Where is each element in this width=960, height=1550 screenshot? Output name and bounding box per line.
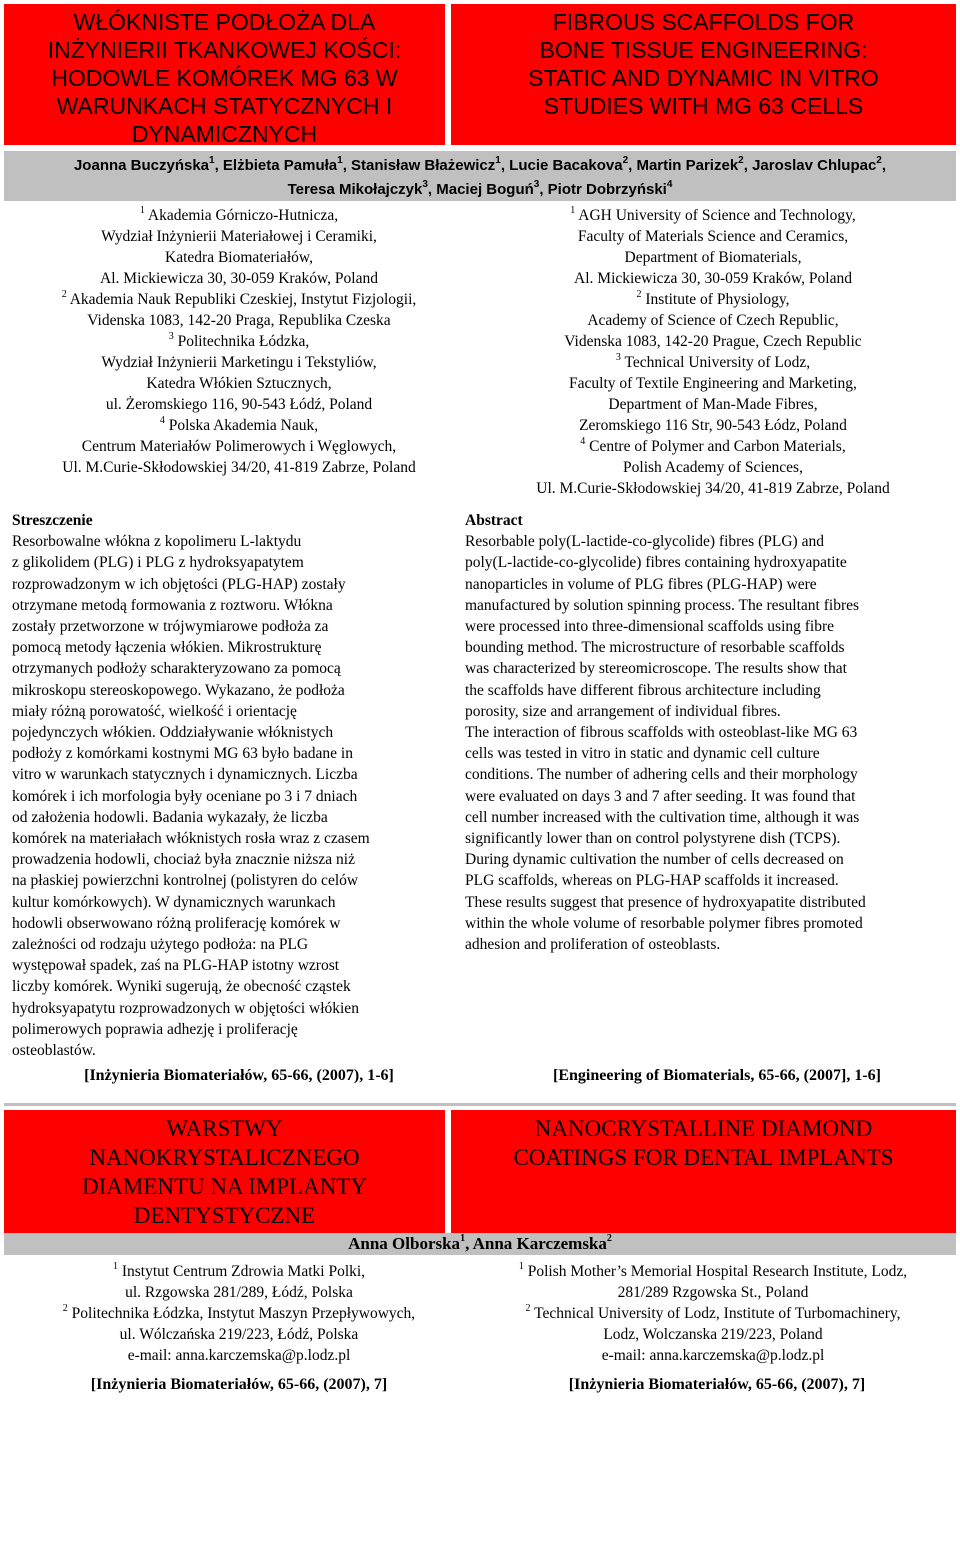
article2-affiliations-en [470,1261,956,1366]
text-line: DYNAMICZNYCH [131,121,318,147]
affiliation-marker: 2 [62,1302,68,1314]
affiliation-line [470,1282,956,1303]
article1-title-pl [4,8,445,148]
affiliation-line [4,1261,474,1282]
text-line: BONE TISSUE ENGINEERING: [539,37,868,63]
text-line: vitro w warunkach statycznych i dynamicznych. Liczba [12,766,358,784]
affiliation-marker: 3 [168,330,174,342]
article1-authors-line1 [4,154,956,178]
affiliation-line [470,1324,956,1345]
affiliation-line [4,289,474,310]
affiliation-line [470,457,956,478]
text-line: prowadzenia hodowli, chociaż była znacznie niższa niż [12,851,355,869]
text-line: conditions. The number of adhering cells and their morphology [465,766,858,784]
article1-citation-pl: [Inżynieria Biomateriałów, 65-66, (2007), 1-6] [84,1067,394,1084]
article1-authors [4,154,956,202]
text-line: liczby komórek. Wyniki sugerują, że obecność cząstek [12,978,351,996]
abstract-pl-body [12,531,462,1061]
affiliation-marker: 2 [636,288,642,300]
text-line: FIBROUS SCAFFOLDS FOR [552,9,855,35]
affiliation-line [4,226,474,247]
text-line: zostały przetworzone w trójwymiarowe podłoża za [12,618,329,636]
affiliation-text: Institute of Physiology, [641,291,790,308]
affiliation-text: Polska Akademia Nauk, [164,417,319,434]
affiliation-marker: 1 [139,204,145,216]
affiliation-text: ul. Wólczańska 219/223, Łódź, Polska [119,1326,359,1343]
author-name: , Piotr Dobrzyński [539,181,667,198]
author-name: , Maciej Boguń [427,181,534,198]
text-line: PLG scaffolds, whereas on PLG-HAP scaffolds it increased. [465,872,839,890]
affiliation-line [470,415,956,436]
text-line: DENTYSTYCZNE [133,1203,316,1228]
affiliation-marker: 3 [422,179,428,190]
article1-authors-line2 [4,178,956,202]
text-line: the scaffolds have different fibrous architecture including [465,681,821,699]
article1-abstract-en [465,510,955,955]
affiliation-line [4,394,474,415]
article2-citation-en: [Inżynieria Biomateriałów, 65-66, (2007), 7] [568,1376,866,1393]
text-line: zależności od rodzaju użytego podłoża: na PLG [12,936,309,954]
affiliation-text: Department of Biomaterials, [624,249,802,266]
affiliation-text: Videnska 1083, 142-20 Praga, Republika Czeska [87,312,391,329]
text-line: STATIC AND DYNAMIC IN VITRO [528,65,879,91]
affiliation-marker: 1 [518,1260,524,1272]
text-line: cell number increased with the cultivation time, although it was [465,808,860,826]
affiliation-text: e-mail: anna.karczemska@p.lodz.pl [127,1347,351,1364]
affiliation-text: Al. Mickiewicza 30, 30-059 Kraków, Poland [100,270,378,287]
author-name: , Lucie Bacakova [500,157,623,174]
text-line: INŻYNIERII TKANKOWEJ KOŚCI: [47,37,402,63]
affiliation-marker: 1 [209,155,215,166]
article1-abstract-pl [12,510,462,1061]
text-line: miały różną porowatość, wielkość i orientację [12,702,297,720]
text-line: WARUNKACH STATYCZNYCH I [56,93,393,119]
text-line: kultur komórkowych). W dynamicznych warunkach [12,893,336,911]
affiliation-text: Katedra Włókien Sztucznych, [146,375,332,392]
affiliation-marker: 2 [876,155,882,166]
affiliation-marker: 1 [112,1260,118,1272]
text-line: bounding method. The microstructure of resorbable scaffolds [465,639,845,657]
affiliation-line [470,247,956,268]
affiliation-line [4,1282,474,1303]
text-line: poly(L-lactide-co-glycolide) fibres containing hydroxyapatite [465,554,847,572]
affiliation-text: Faculty of Materials Science and Ceramics, [577,228,849,245]
article2-title-en [451,1114,956,1172]
text-line: Resorbable poly(L-lactide-co-glycolide) fibres (PLG) and [465,533,824,551]
affiliation-text: Department of Man-Made Fibres, [608,396,818,413]
affiliation-line [470,331,956,352]
author-name: Joanna Buczyńska [73,157,210,174]
affiliation-text: Centrum Materiałów Polimerowych i Węglowych, [81,438,397,455]
text-line: osteoblastów. [12,1042,96,1060]
affiliation-text: AGH University of Science and Technology, [575,207,856,224]
text-line: podłoży z komórkami kostnymi MG 63 było badane in [12,745,353,763]
affiliation-text: Centre of Polymer and Carbon Materials, [585,438,846,455]
text-line: mikroskopu stereoskopowego. Wykazano, że podłoża [12,681,345,699]
affiliation-text: Ul. M.Curie-Skłodowskiej 34/20, 41-819 Zabrze, Poland [536,480,890,497]
section-divider [4,1103,956,1106]
text-line: otrzymanych podłoży scharakteryzowano za pomocą [12,660,341,678]
article1-affiliations-pl [4,205,474,478]
affiliation-line [470,205,956,226]
text-line: were processed into three-dimensional scaffolds using fibre [465,618,835,636]
affiliation-marker: 2 [61,288,67,300]
affiliation-marker: 4 [580,435,586,447]
author-name: Anna Olborska [348,1234,461,1253]
affiliation-text: Lodz, Wolczanska 219/223, Poland [603,1326,823,1343]
text-line: These results suggest that presence of hydroxyapatite distributed [465,893,866,911]
text-line: komórek na materiałach włóknistych rosła wraz z czasem [12,830,370,848]
text-line: z glikolidem (PLG) i PLG z hydroksyapatytem [12,554,304,572]
affiliation-line [470,310,956,331]
article2-affiliations-pl [4,1261,474,1366]
text-line: within the whole volume of resorbable polymer fibres promoted [465,914,863,932]
text-line: NANOCRYSTALLINE DIAMOND [534,1116,873,1141]
affiliation-text: Wydział Inżynierii Materiałowej i Ceramiki, [101,228,377,245]
affiliation-line [4,310,474,331]
affiliation-text: Technical University of Lodz, [620,354,811,371]
text-line: adhesion and proliferation of osteoblasts. [465,936,721,954]
author-name: , Martin Parizek [628,157,739,174]
text-line: The interaction of fibrous scaffolds with osteoblast-like MG 63 [465,724,858,742]
affiliation-text: 281/289 Rzgowska St., Poland [617,1284,809,1301]
affiliation-line [470,394,956,415]
text-line: During dynamic cultivation the number of cells decreased on [465,851,844,869]
affiliation-line [470,373,956,394]
text-line: WŁÓKNISTE PODŁOŻA DLA [73,9,376,35]
text-line: na płaskiej powierzchni kontrolnej (polistyren do celów [12,872,359,890]
article2-title-pl [4,1114,445,1230]
affiliation-marker: 3 [615,351,621,363]
affiliation-marker: 4 [159,414,165,426]
author-name: , Jaroslav Chlupac [743,157,877,174]
author-name: , Anna Karczemska [465,1234,607,1253]
affiliation-line [470,289,956,310]
article1-title-en [451,8,956,120]
affiliation-line [4,268,474,289]
author-name: , Elżbieta Pamuła [214,157,338,174]
text-line: pojedynczych włókien. Oddziaływanie włóknistych [12,724,334,742]
affiliation-marker: 1 [460,1233,466,1245]
abstract-pl-heading: Streszczenie [12,512,93,529]
text-line: significantly lower than on control polystyrene dish (TCPS). [465,830,841,848]
affiliation-line [4,205,474,226]
affiliation-text: Akademia Nauk Republiki Czeskiej, Instytut Fizjologii, [66,291,417,308]
affiliation-line [4,331,474,352]
affiliation-line [470,268,956,289]
affiliation-text: Politechnika Łódzka, [173,333,310,350]
text-line: od założenia hodowli. Badania wykazały, że liczba [12,808,328,826]
affiliation-marker: 2 [525,1302,531,1314]
affiliation-line [470,1303,956,1324]
text-line: występował spadek, zaś na PLG-HAP istotny wzrost [12,957,340,975]
affiliation-line [470,226,956,247]
affiliation-text: Akademia Górniczo-Hutnicza, [144,207,339,224]
text-line: WARSTWY [166,1116,283,1141]
affiliation-marker: 1 [337,155,343,166]
affiliation-line [4,247,474,268]
affiliation-line [4,352,474,373]
affiliation-line [4,1303,474,1324]
text-line: was characterized by stereomicroscope. The results show that [465,660,847,678]
affiliation-text: ul. Żeromskiego 116, 90-543 Łódź, Poland [105,396,373,413]
author-name: Teresa Mikołajczyk [287,181,423,198]
affiliation-marker: 1 [495,155,501,166]
text-line: otrzymane metodą formowania z roztworu. Włókna [12,596,333,614]
affiliation-text: Polish Mother’s Memorial Hospital Research Institute, Lodz, [523,1263,908,1280]
affiliation-line [470,1345,956,1366]
text-line: hodowli obserwowano różną proliferację komórek w [12,914,341,932]
text-line: DIAMENTU NA IMPLANTY [82,1174,367,1199]
abstract-en-heading: Abstract [465,512,523,529]
text-line: nanoparticles in volume of PLG fibres (PLG-HAP) were [465,575,817,593]
affiliation-line [4,457,474,478]
affiliation-text: Politechnika Łódzka, Instytut Maszyn Przepływowych, [67,1305,416,1322]
author-name: , Stanisław Błażewicz [342,157,496,174]
article2-authors [4,1233,956,1255]
text-line: were evaluated on days 3 and 7 after seeding. It was found that [465,787,856,805]
affiliation-marker: 3 [533,179,540,190]
affiliation-text: Zeromskiego 116 Str, 90-543 Łódz, Poland [579,417,847,434]
article1-citation-en: [Engineering of Biomaterials, 65-66, (2007], 1-6] [553,1067,881,1084]
affiliation-marker: 2 [738,155,744,166]
text-line: STUDIES WITH MG 63 CELLS [543,93,864,119]
affiliation-marker: 2 [622,155,629,166]
affiliation-text: Academy of Science of Czech Republic, [587,312,839,329]
affiliation-line [470,478,956,499]
affiliation-line [4,436,474,457]
author-name: , [881,157,887,174]
text-line: rozprowadzonym w ich objętości (PLG-HAP) zostały [12,575,346,593]
affiliation-line [4,1324,474,1345]
affiliation-text: Wydział Inżynierii Marketingu i Tekstyliów, [101,354,377,371]
affiliation-marker: 2 [606,1233,612,1245]
affiliation-line [470,352,956,373]
affiliation-text: Al. Mickiewicza 30, 30-059 Kraków, Poland [574,270,852,287]
text-line: polimerowych poprawia adhezję i proliferację [12,1020,298,1038]
affiliation-line [4,373,474,394]
affiliation-text: Faculty of Textile Engineering and Marketing, [569,375,857,392]
affiliation-line [470,436,956,457]
affiliation-marker: 1 [570,204,576,216]
affiliation-text: Katedra Biomateriałów, [165,249,313,266]
text-line: HODOWLE KOMÓREK MG 63 W [51,65,398,91]
affiliation-text: Technical University of Lodz, Institute of Turbomachinery, [530,1305,901,1322]
affiliation-text: Polish Academy of Sciences, [623,459,803,476]
affiliation-text: e-mail: anna.karczemska@p.lodz.pl [601,1347,825,1364]
affiliation-line [470,1261,956,1282]
text-line: pomocą metody łączenia włókien. Mikrostrukturę [12,639,322,657]
abstract-en-body [465,531,955,955]
affiliation-line [4,1345,474,1366]
text-line: cells was tested in vitro in static and dynamic cell culture [465,745,820,763]
text-line: Resorbowalne włókna z kopolimeru L-laktydu [12,533,302,551]
affiliation-text: Ul. M.Curie-Skłodowskiej 34/20, 41-819 Zabrze, Poland [62,459,416,476]
text-line: hydroksyapatytu rozprowadzonych w objętości włókien [12,999,359,1017]
affiliation-text: Videnska 1083, 142-20 Prague, Czech Republic [564,333,862,350]
text-line: NANOKRYSTALICZNEGO [89,1145,360,1170]
article1-affiliations-en [470,205,956,499]
text-line: COATINGS FOR DENTAL IMPLANTS [513,1145,894,1170]
affiliation-text: Instytut Centrum Zdrowia Matki Polki, [117,1263,366,1280]
article2-citation-pl: [Inżynieria Biomateriałów, 65-66, (2007), 7] [90,1376,388,1393]
affiliation-text: ul. Rzgowska 281/289, Łódź, Polska [125,1284,353,1301]
affiliation-line [4,415,474,436]
text-line: komórek i ich morfologia były oceniane po 3 i 7 dniach [12,787,358,805]
text-line: porosity, size and arrangement of individual fibres. [465,702,781,720]
text-line: manufactured by solution spinning process. The resultant fibres [465,596,860,614]
affiliation-marker: 4 [666,179,673,190]
